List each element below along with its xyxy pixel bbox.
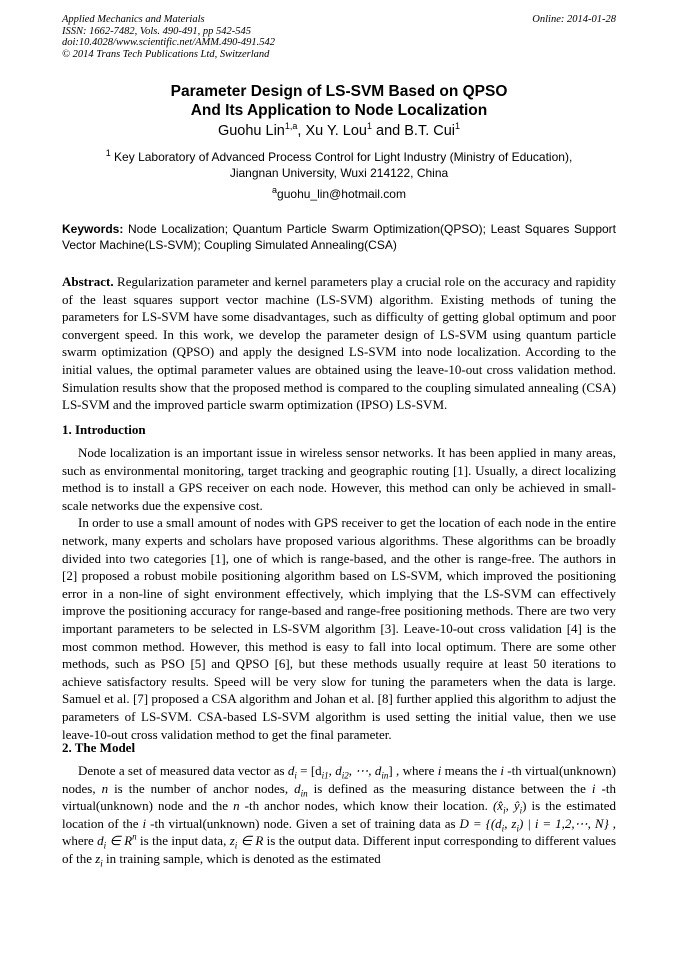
title-line-1: Parameter Design of LS-SVM Based on QPSO [170,83,508,100]
author-email [62,187,616,202]
abstract-text: Regularization parameter and kernel parameters play a crucial role on the accuracy and rapidity of the least squares support vector machine (LS-SVM) algorithm. Existing methods of tuning the parameters for LS-SVM have some disadvantages, such as difficulty of getting global optimum and poor convergent speed. In this work, we develop the parameter design of LS-SVM using quantum particle swarm optimization (QPSO) and apply the designed LS-SVM into node localization. According to the initial values, the optimal parameter values are obtained using the leave-10-out cross validation method. Simulation results show that the proposed method is compared to the coupling simulated annealing (CSA) LS-SVM and the improved particle swarm optimization (IPSO) LS-SVM. [62,274,616,413]
doi-line: doi:10.4028/www.scientific.net/AMM.490-491.542 [62,37,275,48]
author-separator: and [372,123,405,139]
math-di-vector: $d_i = [d_{i1}$, $d_{i2}$, ⋯, $d_{in}$] [287,763,393,781]
author-3-affil: 1 [455,121,461,132]
author-3: B.T. Cui [404,123,456,139]
affiliation-marker: 1 [105,148,111,158]
math-estimated-location: ($x̂_i$, $ŷ_i$) [492,798,527,816]
affiliation-line-1: Key Laboratory of Advanced Process Control for Light Industry (Ministry of Education), [110,150,573,164]
author-separator: , [297,123,306,139]
author-list [62,122,616,140]
affiliation [62,150,616,181]
copyright-line: © 2014 Trans Tech Publications Ltd, Switzerland [62,48,270,60]
affiliation-line-2: Jiangnan University, Wuxi 214122, China [229,165,449,180]
author-2-affil: 1 [367,121,373,132]
introduction-paragraph-2: In order to use a small amount of nodes with GPS receiver to get the location of each node in the entire network, many experts and scholars have proposed various algorithms. These algorithms can be broadly divided into two categories [1], one of which is range-based, and the other is range-free. The authors in [2] proposed a robust mobile positioning algorithm based on LS-SVM, which improved the positioning error in a non-line of sight environment effectively, which implying that the LS-SVM can effectively improve the positioning accuracy for range-based and range-free positioning methods. There are two very important parameters to be selected in LS-SVM algorithm [3]. Leave-10-out cross validation [4] is the most common method. However, this method is easy to fall into local optimum. There are some other methods, such as PSO [5] and QPSO [6], but these methods usually require at least 50 iterations to achieve satisfactory results. Speed will be very slow for tuning the parameters when the data is large. Samuel et al. [7] proposed a CSA algorithm and Johan et al. [8] further applied this algorithm to adjust the parameters of LS-SVM. CSA-based LS-SVM algorithm is used setting the initial value, then we use leave-10-out cross validation method to get the final parameter. [62,515,616,742]
abstract-label: Abstract. [62,274,114,289]
section-heading-model: 2. The Model [62,740,136,755]
introduction-paragraph-1: Node localization is an important issue in wireless sensor networks. It has been applied in many areas, such as environmental monitoring, target tracking and geographic routing [1]. Usually, a direct localizing method is to install a GPS receiver on each node. However, this method can only be achieved in small-scale networks due the expensive cost. [62,445,616,513]
email-address[interactable]: guohu_lin@hotmail.com [277,187,406,201]
math-training-set: $D = \{(d_i$, $z_i$) | i = 1,2,⋯, N} [459,815,609,834]
abstract [62,273,616,414]
keywords-label: Keywords: [62,222,124,236]
author-1-affil: 1,a [284,121,298,132]
journal-header [62,14,616,60]
model-paragraph-1: Denote a set of measured data vector as $d_i = [d_{i1}$, $d_{i2}$, ⋯, $d_{in}$] , where i means the i -th virtual(unknown) nodes, n is the number of anchor nodes, $d_{in}$ is defined as the measuring distance between the i -th virtual(unknown) node and the n -th anchor nodes, which know their location. ($x̂_i$, $ŷ_i$) is the estimated location of the i -th virtual(unknown) node. Given a set of training data as $D = \{(d_i$, $z_i$) | i = 1,2,⋯, N} , where $d_i$ ∈ $R^n$ is the input data, $z_i$ ∈ R is the output data. Different input corresponding to different values of the $z_i$ in training sample, which is denoted as the estimated [62,763,617,869]
issn-line: ISSN: 1662-7482, Vols. 490-491, pp 542-545 [62,25,251,37]
model-body [62,762,616,868]
email-marker: a [272,185,278,195]
title-line-2: And Its Application to Node Localization [190,102,488,119]
paper-title [62,82,616,120]
online-date: Online: 2014-01-28 [532,14,616,25]
journal-name: Applied Mechanics and Materials [62,14,205,25]
keywords-text: Node Localization; Quantum Particle Swarm Optimization(QPSO); Least Squares Support Vector Machine(LS-SVM); Coupling Simulated Annealing(CSA) [62,222,616,252]
author-2: Xu Y. Lou [305,123,367,139]
section-heading-introduction: 1. Introduction [62,422,146,437]
introduction-body [62,444,616,743]
author-1: Guohu Lin [217,123,285,139]
keywords [62,222,616,253]
